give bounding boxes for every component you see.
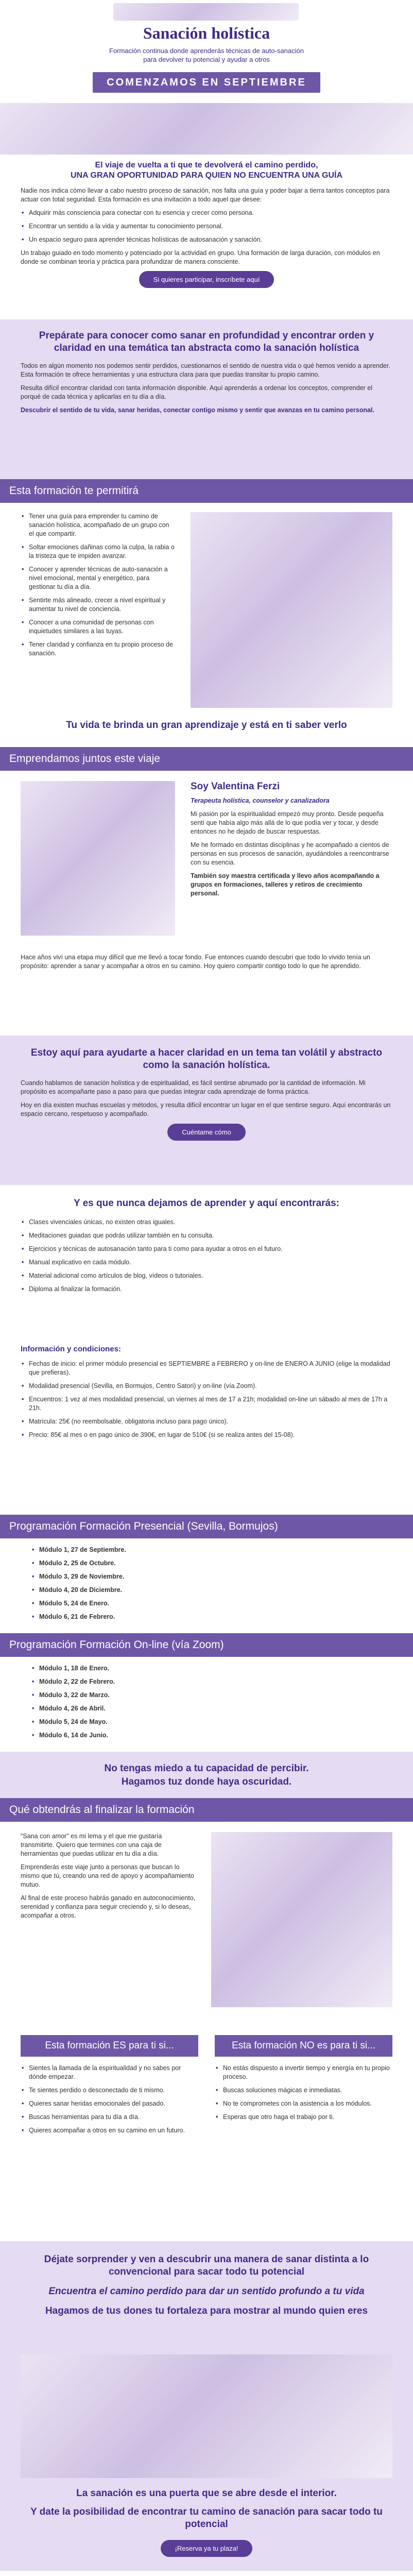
list-item: • Un espacio seguro para aprender técnicas holísticas de autosanación y sanación. [21,235,392,244]
ready-section [0,1036,413,1185]
list-item: • Te sientes perdido o desconectado de ti mismo. [21,2086,198,2095]
testimonial-section [0,1798,413,2025]
list-item: • Módulo 1, 18 de Enero. [31,1664,382,1673]
intro-section [0,103,413,319]
list-item: • Módulo 6, 14 de Junio. [31,1731,382,1740]
list-item: • Modalidad presencial (Sevilla, en Bormujos, Centro Satori) y on-line (vía Zoom). [21,1382,392,1391]
list-item: • Clases vivenciales únicas, no existen otras iguales. [21,1218,392,1227]
list-item: • Módulo 4, 26 de Abril. [31,1704,382,1713]
ready-paragraph-2: Hoy en día existen muchas escuelas y métodos, y resulta difícil encontrar un lugar en el que sentirse seguro. Aquí encontrarás un espacio cercano, respetuoso y acompañado. [21,1101,391,1117]
list-item: • No te comprometes con la asistencia a los módulos. [215,2099,392,2108]
teacher-photo [21,781,175,936]
list-item: • Quieres acompañar a otros en su camino en un futuro. [21,2126,198,2135]
list-item: • Módulo 1, 27 de Septiembre. [31,1546,382,1554]
signup-button[interactable]: Si quieres participar, inscríbete aquí [139,271,274,288]
list-item: • Módulo 2, 25 de Octubre. [31,1559,382,1568]
list-item: • Módulo 3, 22 de Marzo. [31,1691,382,1700]
list-item: • Módulo 3, 29 de Noviembre. [31,1572,382,1581]
teacher-paragraph-4: Hace años viví una etapa muy difícil que me llevó a tocar fondo. Fue entonces cuando descubrí que todo lo vivido tenía un propósito: aprender a sanar y acompañar a otros en su camino. Hoy quiero compartir contigo todo lo que he aprendido. [21,954,370,970]
teacher-header [0,747,413,771]
tell-me-button[interactable]: Cuéntame cómo [167,1124,245,1141]
allows-closing: Tu vida te brinda un gran aprendizaje y está en ti saber verlo [66,720,347,731]
allows-header [0,479,413,503]
ready-title: Estoy aquí para ayudarte a hacer claridad en un tema tan volátil y abstracto como la sanación holística. [30,1047,383,1071]
fit-section [0,2025,413,2241]
intro-headline-2: UNA GRAN OPORTUNIDAD PARA QUIEN NO ENCUENTRA UNA GUÍA [71,171,342,180]
info-list [21,1360,392,1439]
teacher-name: Soy Valentina Ferzi [191,781,280,792]
start-banner [93,72,320,93]
list-item: • Módulo 5, 24 de Mayo. [31,1718,382,1726]
list-item: • Fechas de inicio: el primer módulo presencial es SEPTIEMBRE a FEBRERO y on-line de ENERO A JUNIO (elige la modalidad que prefieras). [21,1360,392,1377]
allows-section [0,479,413,747]
fit-yes-heading: Esta formación ES para ti si... [45,2040,174,2051]
fit-yes-header [21,2035,198,2057]
intro-paragraph-2: Un trabajo guiado en todo momento y potenciado por la actividad en grupo. Una formación de larga duración, con módulos en donde se combinan teoría y práctica para profundizar de manera consciente. [21,249,380,265]
list-item: • Soltar emociones dañinas como la culpa, la rabia o la tristeza que te impiden avanzar. [21,543,175,561]
hero-section [0,0,413,103]
allows-list [21,512,175,658]
info-section [0,1340,413,1515]
list-item: • Módulo 6, 21 de Febrero. [31,1613,382,1621]
testimonial-header [0,1798,413,1822]
list-item: • Meditaciones guiadas que podrás utilizar también en tu consulta. [21,1231,392,1240]
list-item: • Ejercicios y técnicas de autosanación tanto para ti como para ayudar a otros en el futuro. [21,1245,392,1253]
capacity-line-1: No tengas miedo a tu capacidad de percibir. [104,1763,309,1774]
schedule-online-list [31,1664,382,1744]
teacher-heading: Emprendamos juntos este viaje [9,753,160,765]
includes-section [0,1185,413,1340]
hero-subtitle: Formación continua donde aprenderás técnicas de auto-sanación para devolver tu potencial y ayudar a otros [109,47,304,63]
list-item: • No estás dispuesto a invertir tiempo y energía en tu propio proceso. [215,2064,392,2081]
teacher-paragraph-2: Me he formado en distintas disciplinas y he acompañado a cientos de personas en sus procesos de sanación, ayudándoles a reencontrarse con su esencia. [191,841,389,866]
schedule-presencial-section [0,1515,413,1633]
list-item: • Sientes la llamada de la espiritualidad y no sabes por dónde empezar. [21,2064,198,2081]
page-footer-space [0,2571,413,2576]
list-item: • Adquirir más consciencia para conectar con tu esencia y crecer como persona. [21,209,392,217]
list-item: • Módulo 5, 24 de Enero. [31,1599,382,1608]
page-title: Sanación holística [143,24,270,42]
list-item: • Diploma al finalizar la formación. [21,1285,392,1294]
list-item: • Material adicional como artículos de blog, vídeos o tutoriales. [21,1272,392,1280]
start-banner-text: COMENZAMOS EN SEPTIEMBRE [107,77,306,88]
includes-list [21,1218,392,1294]
fit-no-header [215,2035,392,2057]
reserve-button[interactable]: ¡Reserva ya tu plaza! [161,2540,253,2557]
list-item: • Quieres sanar heridas emocionales del pasado. [21,2099,198,2108]
schedule-online-header [0,1633,413,1657]
list-item: • Tener claridad y confianza en tu propio proceso de sanación. [21,640,175,658]
intro-paragraph: Nadie nos indica cómo llevar a cabo nuestro proceso de sanación, nos falta una guía y poder bajar a tierra tantos conceptos para actuar con total seguridad. Esta formación es una invitación a todo aquel que desee: [21,187,390,203]
ready-paragraph: Cuando hablamos de sanación holística y de espiritualidad, es fácil sentirse abrumado por la cantidad de información. Mi propósito es acompañarte paso a paso para que puedas integrar cada aprendizaje de forma práctica. [21,1079,366,1095]
testimonial-image [211,1832,392,2007]
list-item: • Módulo 2, 22 de Febrero. [31,1677,382,1686]
list-item: • Buscas soluciones mágicas e inmediatas. [215,2086,392,2095]
list-item: • Precio: 85€ al mes o en pago único de 390€, en lugar de 510€ (si se realiza antes del 15-08). [21,1431,392,1439]
list-item: • Buscas herramientas para tu día a día. [21,2113,198,2122]
schedule-online-heading: Programación Formación On-line (vía Zoom) [9,1639,224,1651]
closing-line-1: Déjate sorprender y ven a descubrir una manera de sanar distinta a lo convencional para sacar todo tu potencial [44,2254,369,2277]
closing-line-5: Y date la posibilidad de encontrar tu camino de sanación para sacar todo tu potencial [30,2506,383,2530]
list-item: • Conocer y aprender técnicas de auto-sanación a nivel emocional, mental y energético, para gestionar tu día a día. [21,565,175,591]
testimonial-paragraph-2: Emprenderás este viaje junto a personas que buscan lo mismo que tú, creando una red de apoyo y acompañamiento mutuo. [21,1863,195,1888]
prepared-paragraph-2: Resulta difícil encontrar claridad con tanta información disponible. Aquí aprenderás a ordenar los conceptos, comprender el porqué de cada técnica y aplicarlas en tu día a día. [21,384,373,400]
teacher-role: Terapeuta holística, counselor y canalizadora [191,797,330,804]
prepared-section [0,319,413,479]
schedule-presencial-heading: Programación Formación Presencial (Sevilla, Bormujos) [9,1520,278,1532]
fit-no-list [215,2064,392,2122]
intro-headline: El viaje de vuelta a ti que te devolverá el camino perdido, [95,161,318,170]
list-item: • Encontrar un sentido a la vida y aumentar tu conocimiento personal. [21,222,392,231]
list-item: • Matrícula: 25€ (no reembolsable, obligatoria incluso para pago único). [21,1417,392,1426]
intro-list [21,209,392,244]
prepared-paragraph: Todos en algún momento nos podemos sentir perdidos, cuestionarnos el sentido de nuestra vida o qué hemos venido a aprender. Esta formación te ofrece herramientas y una estructura clara para que puedas transitar tu propio camino. [21,362,390,378]
prepared-paragraph-3: Descubrir el sentido de tu vida, sanar heridas, conectar contigo mismo y sentir que avanzas en tu camino personal. [21,406,375,414]
teacher-paragraph: Mi pasión por la espiritualidad empezó muy pronto. Desde pequeña sentí que había algo más allá de lo que podía ver y tocar, y desde entonces no he dejado de buscar respuestas. [191,810,384,835]
info-heading: Información y condiciones: [21,1345,122,1353]
includes-title: Y es que nunca dejamos de aprender y aquí encontrarás: [74,1198,339,1209]
list-item: • Sentirte más alineado, crecer a nivel espiritual y aumentar tu nivel de conciencia. [21,596,175,614]
fit-no-column [215,2035,392,2126]
schedule-online-section [0,1633,413,1752]
list-item: • Manual explicativo en cada módulo. [21,1258,392,1267]
allows-image [191,512,392,708]
hero-candle-image [113,3,299,21]
teacher-section [0,747,413,1036]
list-item: • Esperas que otro haga el trabajo por ti. [215,2113,392,2122]
testimonial-heading: Qué obtendrás al finalizar la formación [9,1804,195,1816]
list-item: • Conocer a una comunidad de personas con inquietudes similares a las tuyas. [21,618,175,636]
fit-yes-list [21,2064,198,2135]
capacity-line-2: Hagamos tuz donde haya oscuridad. [121,1776,292,1787]
list-item: • Tener una guía para emprender tu camino de sanación holística, acompañado de un grupo con el que compartir. [21,512,175,538]
prepared-title: Prepárate para conocer como sanar en profundidad y encontrar orden y claridad en una temática tan abstracta como la sanación holística [39,330,374,353]
fit-no-heading: Esta formación NO es para ti si... [232,2040,375,2051]
schedule-presencial-list [31,1546,382,1626]
list-item: • Módulo 4, 20 de Diciembre. [31,1586,382,1595]
fit-yes-column [21,2035,198,2140]
closing-line-2: Encuentra el camino perdido para dar un sentido profundo a tu vida [48,2286,365,2297]
testimonial-paragraph: "Sana con amor" es mi lema y el que me gustaría transmitirte. Quiero que termines con una caja de herramientas que puedas utilizar en tu día a día. [21,1833,162,1857]
capacity-section [0,1752,413,1798]
intro-image [0,103,413,155]
closing-line-3: Hagamos de tus dones tu fortaleza para mostrar al mundo quien eres [45,2306,368,2316]
teacher-paragraph-3: También soy maestra certificada y llevo años acompañando a grupos en formaciones, talleres y retiros de crecimiento personal. [191,872,380,897]
closing-line-4: La sanación es una puerta que se abre desde el interior. [76,2488,337,2499]
closing-section [0,2241,413,2571]
schedule-presencial-header [0,1515,413,1538]
list-item: • Encuentros: 1 vez al mes modalidad presencial, un viernes al mes de 17 a 21h; modalidad on-line un sábado al mes de 17h a 21h. [21,1395,392,1413]
testimonial-paragraph-3: Al final de este proceso habrás ganado en autoconocimiento, serenidad y confianza para seguir creciendo y, si lo deseas, acompañar a otros. [21,1894,196,1919]
allows-heading: Esta formación te permitirá [9,485,139,497]
closing-image [21,2354,392,2478]
